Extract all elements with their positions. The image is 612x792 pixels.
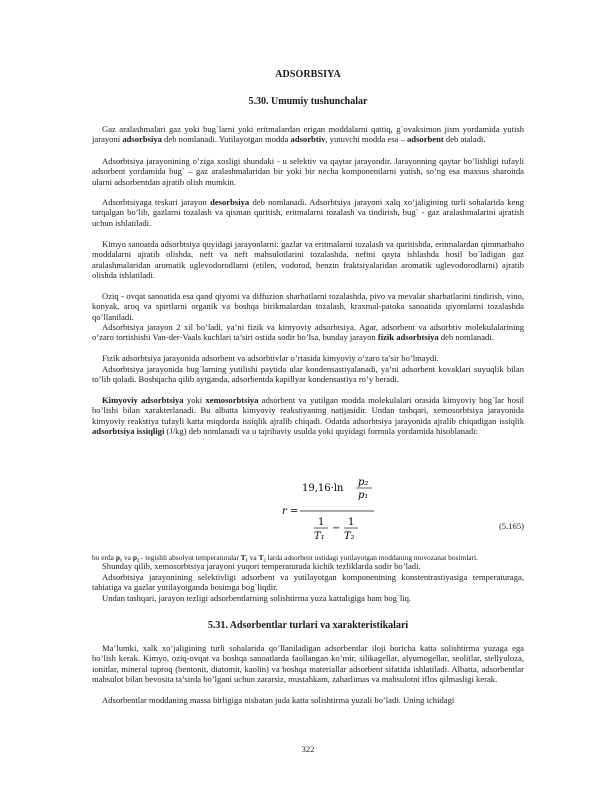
p9-run-0: Kimyoviy adsorbtsiya [102, 395, 184, 405]
paragraph-6 [92, 322, 524, 343]
p1-run-1: adsorbsiya [122, 134, 162, 145]
paragraph-12 [92, 593, 524, 603]
paragraph-7 [92, 353, 524, 363]
note-run-5: T₁ [240, 553, 248, 563]
p3-run-0: Adsorbtsiyaga teskari jarayon [102, 197, 211, 207]
paragraph-2-text: Adsorbtsiya jarayonining o’ziga xosligi shundaki - u selektiv va qaytar jarayondir. Jarayonning qaytar bo’lishligi tufayli adsorbent yordamida bug` – gaz aralashmalaridan bir yoki bir necha komponentlarni yutish, so’ng esa maxsus sharoitda ularni adsorbentdan ajratib olish mumkin. [92, 156, 524, 187]
chapter-title: ADSORBSIYA [275, 69, 341, 80]
p3-run-2: deb nomlanadi. Adsorbtsiya jarayoni xalq xo’jaligining turli sohalarida keng tarqalgan bo’lib, gazlarni tozalash va qisman quritish, eritmalarni tozalash va tindirish, bug` - gaz aralashmalarini ajratish uchun ishlatiladi. [92, 197, 524, 228]
paragraph-8 [92, 364, 524, 385]
note-run-0: bu erda [92, 553, 116, 563]
p9-run-3: adsorbent va yutilgan modda molekulalari orasida kimyoviy bog`lar hosil bo’lishi bilan xarakterlanadi. Bu albatta kimyoviy reakstiyaning natijasidir. Undan tashqari, xemosorbtsiya jarayonida kimyoviy reakstiya tufayli katta miqdorda issiqlik ajralib chiqadi. Odatda adsorbtsiya jarayonida ajralib chiqadigan issiqlik [92, 395, 525, 426]
paragraph-13-text: Ma’lumki, xalk xo’jaligining turli sohalarida qo’llaniladigan adsorbentlar iloji boricha katta solishtirma yuzaga ega bo’lish kerak. Kimyo, oziq-ovqat va boshqa sanoatlarda faollangan ko’mir, silikagellar, alyumogellar, seolitlar, stellyuloza, ionitlar, mineral tuproq (bentonit, diatomit, kaolin) va boshqa materiallar adsorbent sifatida ishlatiladi. Albatta, adsorbentlar mahsulot bilan bevosita ta’sirda bo’lgani uchun zararsiz, mustahkam, zaharlimas va mahsulotni iflos qilmasligi kerak. [92, 643, 524, 685]
p1-run-5: adsorbent [407, 134, 444, 145]
formula-one-a: 1 [318, 517, 325, 528]
note-run-3: p₂ [132, 553, 140, 563]
equation-number: (5.165) [498, 521, 524, 531]
adsorption-heat-formula [282, 475, 402, 545]
note-run-4: - tegishli absolyut temperaturalar [139, 553, 241, 563]
note-run-8: larda adsorbent ustidagi yutilayotgan moddaning muvozanat bosimlari. [265, 553, 478, 563]
p9-run-1: yoki [183, 395, 206, 405]
p1-run-6: deb ataladi. [443, 134, 486, 145]
formula-t1: T₁ [314, 531, 325, 542]
p6-run-1: fizik adsorbtsiya [377, 332, 439, 343]
formula-t2: T₂ [344, 531, 355, 542]
paragraph-14 [92, 695, 524, 705]
note-run-2: va [122, 553, 133, 563]
paragraph-5 [92, 291, 524, 322]
p6-run-0: Adsorbtsiya jarayon 2 xil bo’ladi, ya’ni fizik va kimyoviy adsorbtsiya. Agar, adsorbent va adsorbtiv molekulalarining o’zaro tortishishi Van-der-Vaals kuchlari ta’siri ostida sodir bo’lsa, bunday jarayon [92, 322, 524, 343]
paragraph-1 [92, 124, 524, 145]
paragraph-11-text: Adsorbtsiya jarayonining selektivligi adsorbent va yutilayotgan komponentning konstentrastiyasiga temperaturaga, tabiatiga va gazlar yutilayotganda bosimga bog`liqdir. [92, 572, 524, 593]
section-heading-5-31: 5.31. Adsorbentlar turlari va xarakteristikalari [207, 620, 409, 631]
formula-num-prefix: 19,16·ln [302, 483, 344, 494]
p3-run-1: desorbsiya [210, 197, 250, 207]
paragraph-10 [92, 561, 524, 571]
p1-run-3: adsorbtiv [290, 134, 326, 145]
paragraph-4 [92, 239, 524, 281]
paragraph-8-text: Adsorbtsiya jarayonida bug`larning yutilishi paytida ular kondensastiyalanadi, ya’ni adsorbent kovaklari suyuqlik bilan to’lib qoladi. Boshqacha qilib aytganda, adsorbentda kapillyar kondensastiya ro’y beradi. [92, 364, 524, 385]
p1-run-4: , yutuvchi modda esa – [325, 134, 407, 145]
p9-run-5: (J/kg) deb nomlanadi va u tajribaviy usulda yoki quyidagi formula yordamida hisoblanadi: [164, 426, 478, 437]
formula-p2: p₂ [358, 477, 369, 488]
paragraph-3 [92, 197, 524, 228]
p6-run-2: deb nomlanadi. [438, 332, 494, 343]
p9-run-2: xemosorbtsiya [205, 395, 259, 405]
formula-p1: p₁ [358, 490, 369, 501]
paragraph-4-text: Kimyo sanoatda adsorbtsiya quyidagi jarayonlarni: gazlar va eritmalarni tozalash va quritishda, eritmalardan qimmatbaho moddalarni ajratib olishda, neft va neft mahsulotlarini tozalashda, neftni qayta ishlashda hosil bo`ladigan gaz aralashmalaridan aromatik uglevodorodlarni (etilen, vodorod, benzin fraktsiyalaridan aromatik uglevodorodlarni) ajratib olishda ishlatiladi. [92, 239, 524, 281]
formula-one-b: 1 [348, 517, 355, 528]
note-run-1: p₁ [115, 553, 123, 563]
paragraph-11 [92, 572, 524, 593]
paragraph-12-text: Undan tashqari, jarayon tezligi adsorbentlarning solishtirma yuza kattaligiga ham bog`liq. [102, 593, 412, 603]
section-heading-5-30: 5.30. Umumiy tushunchalar [248, 96, 368, 107]
paragraph-10-text: Shunday qilib, xemosorbtsiya jarayoni yuqori temperaturada kichik tezliklarda sodir bo’ladi. [102, 561, 421, 571]
paragraph-13 [92, 643, 524, 685]
formula-lhs: r = [282, 506, 299, 517]
paragraph-5-text: Oziq - ovqat sanoatida esa qand qiyomi va diffuzion sharbatlarni tozalashda, pivo va mevalar sharbatlarini tindirish, vino, konyak, aroq va spirtlarni organik va boshqa birikmalardan tozalash, kraxmal-patoka sanoatida qiyomlarni tozalashda qo’llaniladi. [92, 291, 524, 322]
formula-minus: − [332, 523, 341, 534]
paragraph-14-text: Adsorbentlar moddaning massa birligiga nisbatan juda katta solishtirma yuzali bo’ladi. Uning ichidagi [102, 695, 455, 705]
p1-run-2: deb nomlanadi. Yutilayotgan modda [161, 134, 291, 145]
paragraph-7-text: Fizik adsorbtsiya jarayonida adsorbent va adsorbtivlar o’rtasida kimyoviy o’zaro ta’sir bo’lmaydi. [102, 353, 439, 363]
note-run-7: T₂ [258, 553, 266, 563]
paragraph-2 [92, 156, 524, 187]
p1-run-0: Gaz aralashmalari gaz yoki bug`larni yoki eritmalardan erigan moddalarni qattiq, g`ovaksimon jism yordamida yutish jarayoni [92, 124, 524, 145]
paragraph-9 [92, 395, 524, 437]
p9-run-4: adsorbtsiya issiqligi [92, 426, 165, 437]
note-run-6: va [247, 553, 259, 563]
page-number: 322 [301, 744, 315, 754]
